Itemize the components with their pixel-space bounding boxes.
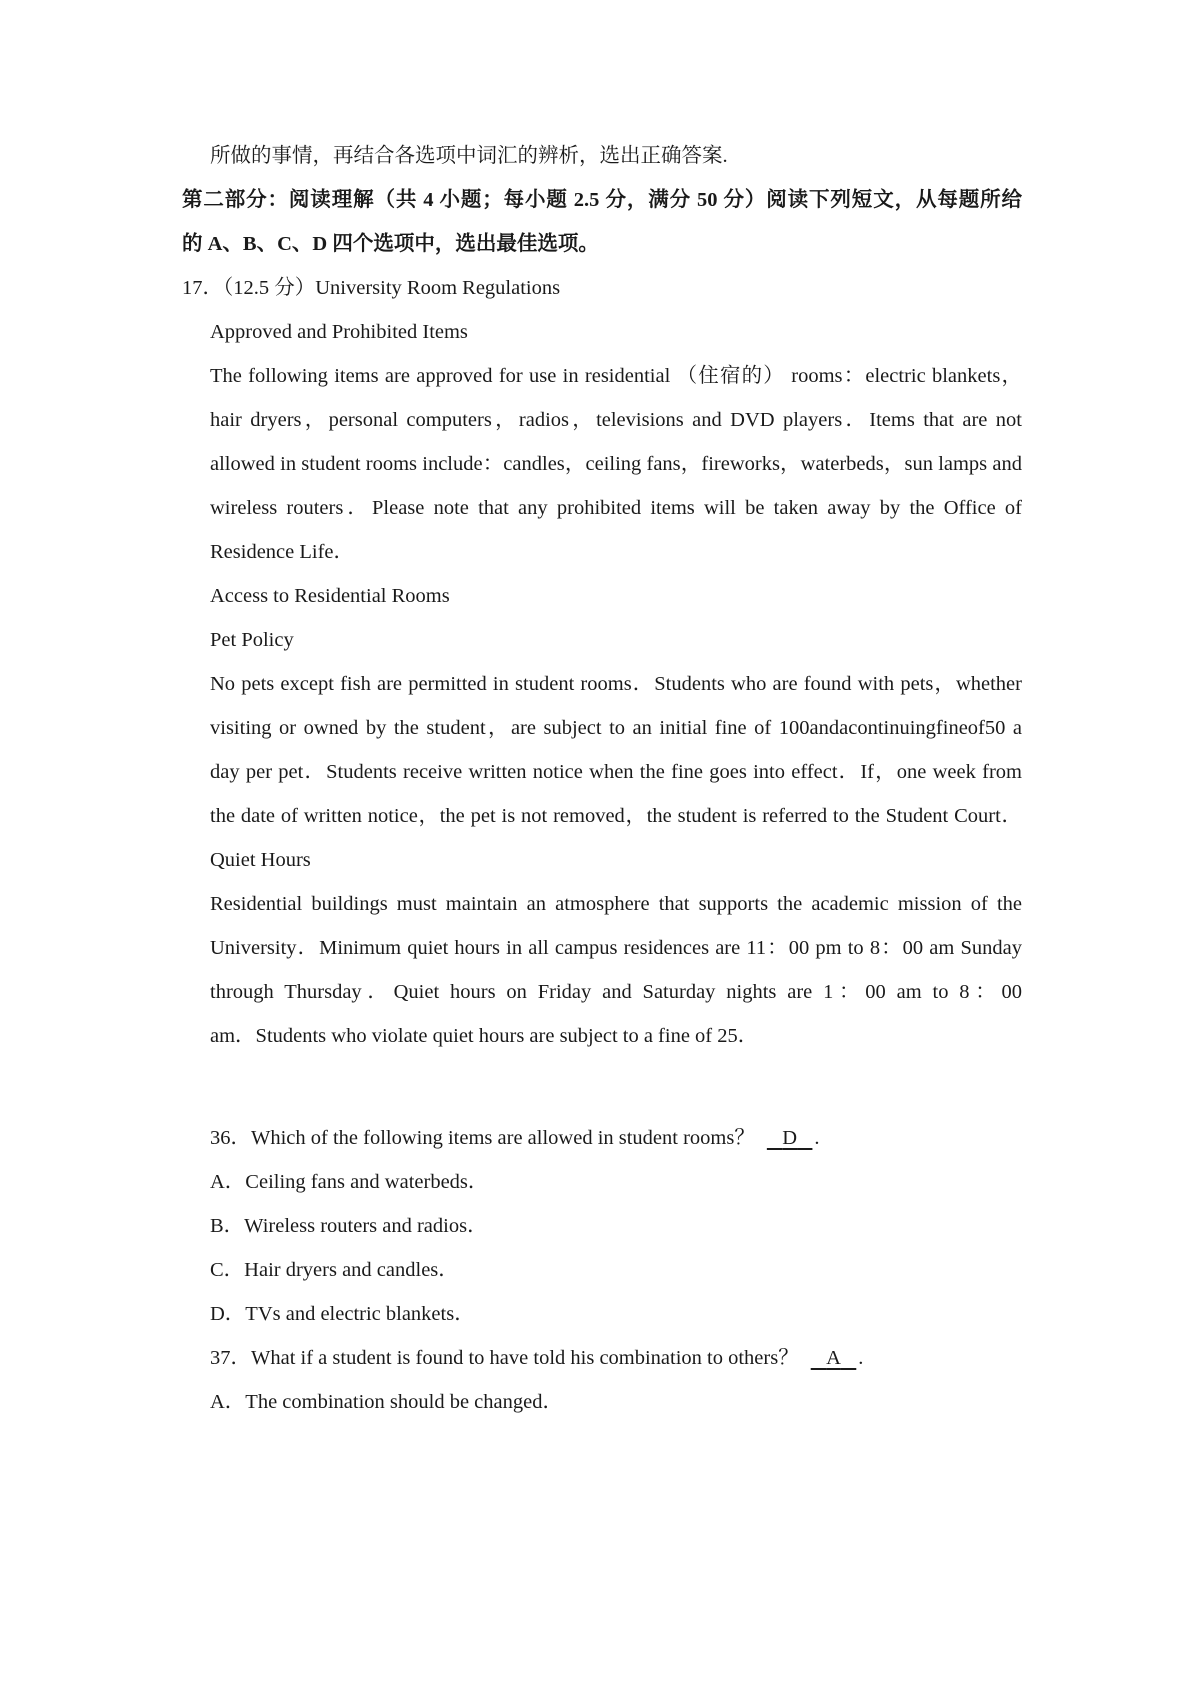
question-36-stem: 36．Which of the following items are allowed in student rooms？ [210,1127,755,1149]
pet-paragraph-line: No pets except fish are permitted in student rooms．Students who are found with pets，whether [210,673,1022,695]
section-header-line-1: 第二部分：阅读理解（共 4 小题；每小题 2.5 分，满分 50 分）阅读下列短文，从每题所给 [182,189,1022,211]
question-37-option-a: A．The combination should be changed． [210,1391,563,1413]
quiet-paragraph-line: am．Students who violate quiet hours are subject to a fine of 25． [210,1025,759,1047]
items-paragraph-line: wireless routers．Please note that any prohibited items will be taken away by the Office of [210,497,1022,519]
items-paragraph-line: allowed in student rooms include：candles，ceiling fans，fireworks，waterbeds，sun lamps and [210,453,1022,475]
pet-paragraph-line: the date of written notice，the pet is not removed，the student is referred to the Student Court． [210,805,1022,827]
question-37-answer: A [826,1347,841,1369]
pet-paragraph-line: day per pet．Students receive written notice when the fine goes into effect．If，one week from [210,761,1022,783]
quiet-paragraph-line: University．Minimum quiet hours in all campus residences are 11：00 pm to 8：00 am Sunday [210,937,1022,959]
items-paragraph-line: The following items are approved for use in residential （住宿的） rooms：electric blankets， [210,365,1022,387]
question-36-answer: D [782,1127,798,1149]
question-36: 36．Which of the following items are allowed in student rooms？ D . [210,1124,820,1152]
question-36-option-d: D．TVs and electric blankets． [210,1303,475,1325]
quiet-paragraph-line: through Thursday．Quiet hours on Friday and Saturday nights are 1：00 am to 8：00 [210,981,1022,1003]
section-header-line-2: 的 A、B、C、D 四个选项中，选出最佳选项。 [182,233,599,255]
intro-line: 所做的事情，再结合各选项中词汇的辨析，选出正确答案. [210,145,728,167]
quiet-paragraph-line: Residential buildings must maintain an atmosphere that supports the academic mission of the [210,893,1022,915]
pet-paragraph-line: visiting or owned by the student，are subject to an initial fine of 100andacontinuingfineof50 a [210,717,1022,739]
items-paragraph-line: Residence Life． [210,541,355,563]
items-paragraph-line: hair dryers，personal computers，radios，televisions and DVD players．Items that are not [210,409,1022,431]
question-36-option-c: C．Hair dryers and candles． [210,1259,459,1281]
question-36-option-a: A．Ceiling fans and waterbeds． [210,1171,489,1193]
question-36-option-b: B．Wireless routers and radios． [210,1215,488,1237]
question-37-stem: 37．What if a student is found to have told his combination to others？ [210,1347,799,1369]
heading-approved-items: Approved and Prohibited Items [210,321,468,343]
question-header: 17．（12.5 分）University Room Regulations [182,277,561,299]
heading-quiet-hours: Quiet Hours [210,849,311,871]
heading-pet-policy: Pet Policy [210,629,294,651]
heading-access: Access to Residential Rooms [210,585,450,607]
question-37: 37．What if a student is found to have told his combination to others？ A . [210,1344,863,1372]
